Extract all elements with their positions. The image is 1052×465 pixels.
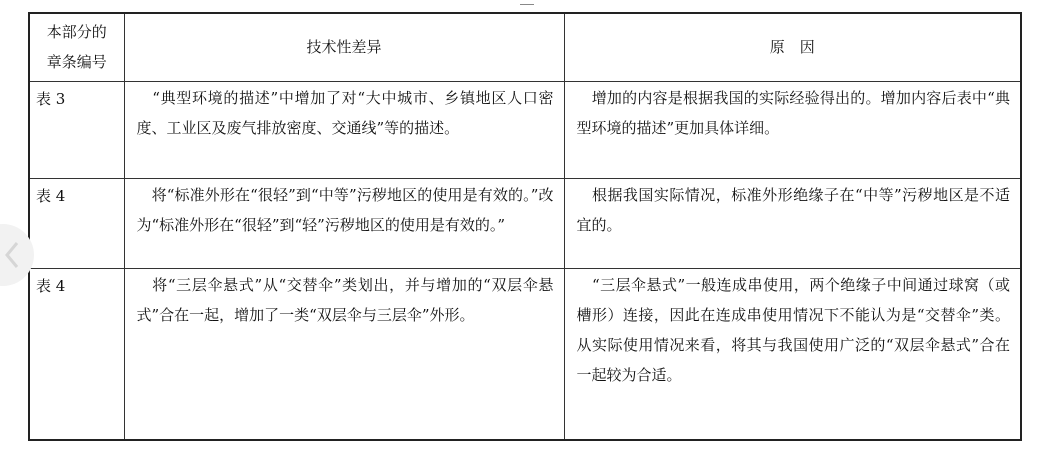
reason-cell: “三层伞悬式”一般连成串使用，两个绝缘子中间通过球窝（或槽形）连接，因此在连成串使用情况下不能认为是“交替伞”类。从实际使用情况来看，将其与我国使用广泛的“双层伞悬式”合在一起较为合适。	[564, 268, 1021, 440]
difference-cell: “典型环境的描述”中增加了对“大中城市、乡镇地区人口密度、工业区及废气排放密度、交通线”等的描述。	[124, 81, 564, 178]
reason-cell: 根据我国实际情况，标准外形绝缘子在“中等”污秽地区是不适宜的。	[564, 178, 1021, 268]
chevron-left-icon	[4, 241, 20, 269]
difference-cell: 将“标准外形在“很轻”到“中等”污秽地区的使用是有效的。”改为“标准外形在“很轻”到“轻”污秽地区的使用是有效的。”	[124, 178, 564, 268]
reason-cell: 增加的内容是根据我国的实际经验得出的。增加内容后表中“典型环境的描述”更加具体详细。	[564, 81, 1021, 178]
table-row	[29, 81, 1021, 178]
table-row	[29, 268, 1021, 440]
section-number-cell: 表 4	[29, 268, 124, 440]
section-number-cell: 表 3	[29, 81, 124, 178]
table-row	[29, 178, 1021, 268]
section-number-cell: 表 4	[29, 178, 124, 268]
page-top-mark	[520, 0, 534, 5]
technical-differences-table	[28, 12, 1022, 441]
header-reason: 原 因	[564, 13, 1021, 81]
table-header-row	[29, 13, 1021, 81]
header-section-number-text: 本部分的 章条编号	[46, 23, 107, 72]
header-technical-difference: 技术性差异	[124, 13, 564, 81]
header-section-number	[29, 13, 124, 81]
difference-cell: 将“三层伞悬式”从“交替伞”类划出，并与增加的“双层伞悬式”合在一起，增加了一类“双层伞与三层伞”外形。	[124, 268, 564, 440]
